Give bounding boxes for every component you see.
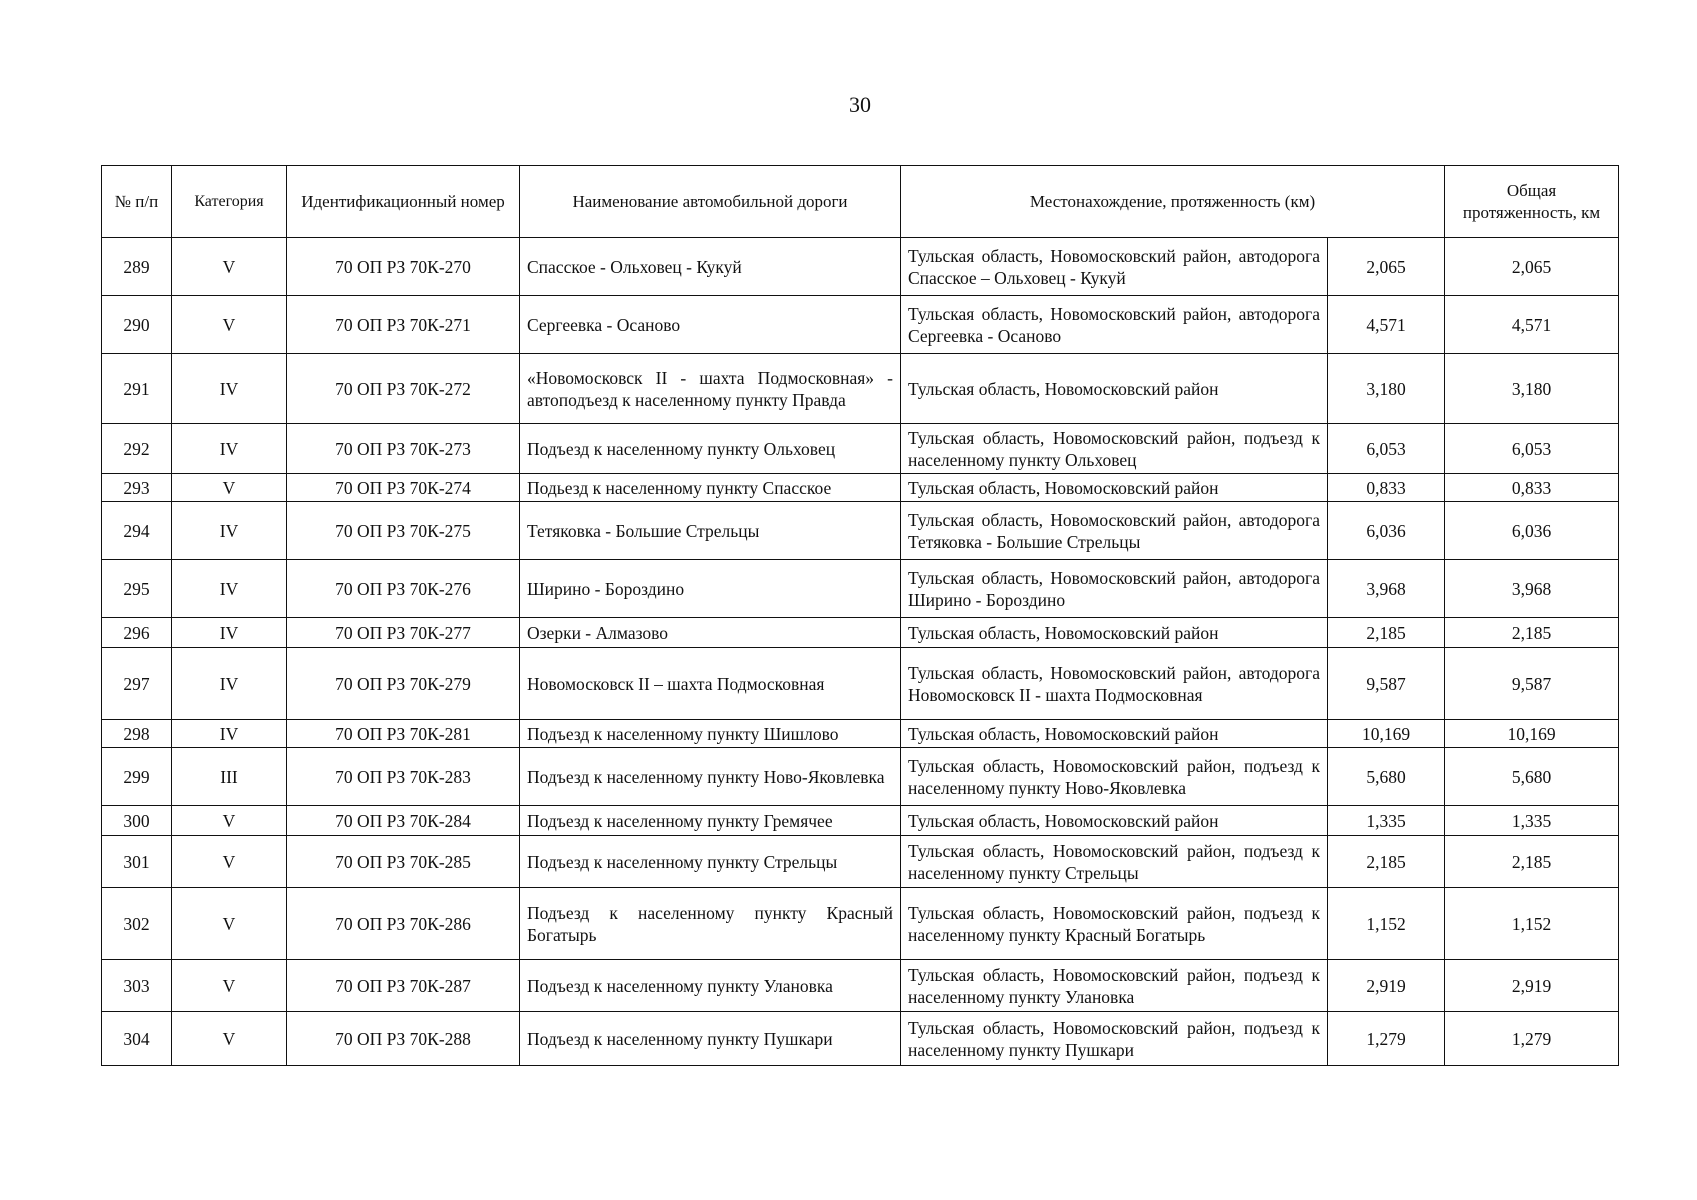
row-category: V: [172, 888, 287, 960]
row-location: Тульская область, Новомосковский район, подъезд к населенному пункту Стрельцы: [901, 836, 1328, 888]
row-id: 70 ОП РЗ 70К-285: [287, 836, 520, 888]
row-category: V: [172, 836, 287, 888]
row-number: 294: [102, 502, 172, 560]
row-road-name: Озерки - Алмазово: [520, 618, 901, 648]
header-id: Идентификационный номер: [287, 166, 520, 238]
row-location: Тульская область, Новомосковский район, автодорога Новомосковск II - шахта Подмосковная: [901, 648, 1328, 720]
row-road-name: Новомосковск II – шахта Подмосковная: [520, 648, 901, 720]
table-row: [102, 296, 1619, 354]
table-row: [102, 836, 1619, 888]
row-category: IV: [172, 720, 287, 748]
header-num: № п/п: [102, 166, 172, 238]
row-road-name: Подьезд к населенному пункту Спасское: [520, 474, 901, 502]
row-location: Тульская область, Новомосковский район, подъезд к населенному пункту Пушкари: [901, 1012, 1328, 1066]
row-road-name: Подъезд к населенному пункту Гремячее: [520, 806, 901, 836]
row-length: 5,680: [1328, 748, 1445, 806]
row-total-length: 10,169: [1445, 720, 1619, 748]
row-total-length: 9,587: [1445, 648, 1619, 720]
row-location: Тульская область, Новомосковский район, автодорога Сергеевка - Осаново: [901, 296, 1328, 354]
row-location: Тульская область, Новомосковский район: [901, 618, 1328, 648]
row-location: Тульская область, Новомосковский район, автодорога Ширино - Бороздино: [901, 560, 1328, 618]
row-id: 70 ОП РЗ 70К-279: [287, 648, 520, 720]
table-row: [102, 720, 1619, 748]
row-id: 70 ОП РЗ 70К-287: [287, 960, 520, 1012]
row-total-length: 2,919: [1445, 960, 1619, 1012]
row-road-name: Подъезд к населенному пункту Ново-Яковлевка: [520, 748, 901, 806]
header-location: Местонахождение, протяженность (км): [901, 166, 1445, 238]
row-id: 70 ОП РЗ 70К-283: [287, 748, 520, 806]
table-row: [102, 354, 1619, 424]
row-id: 70 ОП РЗ 70К-271: [287, 296, 520, 354]
row-location: Тульская область, Новомосковский район, подъезд к населенному пункту Красный Богатырь: [901, 888, 1328, 960]
row-total-length: 3,180: [1445, 354, 1619, 424]
row-number: 298: [102, 720, 172, 748]
row-number: 289: [102, 238, 172, 296]
table-row: [102, 424, 1619, 474]
row-category: IV: [172, 502, 287, 560]
header-name: Наименование автомобильной дороги: [520, 166, 901, 238]
row-road-name: Подъезд к населенному пункту Стрельцы: [520, 836, 901, 888]
row-number: 296: [102, 618, 172, 648]
roads-table: [101, 165, 1619, 1066]
row-road-name: Ширино - Бороздино: [520, 560, 901, 618]
row-id: 70 ОП РЗ 70К-272: [287, 354, 520, 424]
row-category: IV: [172, 560, 287, 618]
row-category: V: [172, 474, 287, 502]
row-number: 301: [102, 836, 172, 888]
row-total-length: 0,833: [1445, 474, 1619, 502]
row-number: 292: [102, 424, 172, 474]
header-total: Общая протяженность, км: [1445, 166, 1619, 238]
header-category: Категория: [172, 166, 287, 238]
row-number: 300: [102, 806, 172, 836]
table-row: [102, 960, 1619, 1012]
row-number: 299: [102, 748, 172, 806]
page-number: 30: [849, 92, 871, 117]
row-id: 70 ОП РЗ 70К-273: [287, 424, 520, 474]
table-row: [102, 748, 1619, 806]
row-total-length: 3,968: [1445, 560, 1619, 618]
row-road-name: Подъезд к населенному пункту Ольховец: [520, 424, 901, 474]
row-total-length: 2,185: [1445, 836, 1619, 888]
row-location: Тульская область, Новомосковский район: [901, 474, 1328, 502]
row-road-name: Подъезд к населенному пункту Красный Богатырь: [520, 888, 901, 960]
header-row: [102, 166, 1619, 238]
row-length: 2,065: [1328, 238, 1445, 296]
row-category: V: [172, 1012, 287, 1066]
row-category: III: [172, 748, 287, 806]
row-total-length: 1,152: [1445, 888, 1619, 960]
row-road-name: «Новомосковск II - шахта Подмосковная» - автоподъезд к населенному пункту Правда: [520, 354, 901, 424]
row-total-length: 2,065: [1445, 238, 1619, 296]
row-category: IV: [172, 424, 287, 474]
row-id: 70 ОП РЗ 70К-284: [287, 806, 520, 836]
row-category: V: [172, 238, 287, 296]
row-id: 70 ОП РЗ 70К-281: [287, 720, 520, 748]
row-length: 2,919: [1328, 960, 1445, 1012]
row-number: 290: [102, 296, 172, 354]
row-road-name: Подъезд к населенному пункту Пушкари: [520, 1012, 901, 1066]
row-location: Тульская область, Новомосковский район: [901, 720, 1328, 748]
table-body: [102, 238, 1619, 1066]
row-total-length: 6,053: [1445, 424, 1619, 474]
row-id: 70 ОП РЗ 70К-274: [287, 474, 520, 502]
row-category: IV: [172, 618, 287, 648]
table-row: [102, 648, 1619, 720]
row-length: 0,833: [1328, 474, 1445, 502]
row-total-length: 5,680: [1445, 748, 1619, 806]
row-road-name: Тетяковка - Большие Стрельцы: [520, 502, 901, 560]
row-total-length: 6,036: [1445, 502, 1619, 560]
row-category: V: [172, 296, 287, 354]
table-row: [102, 238, 1619, 296]
row-length: 1,279: [1328, 1012, 1445, 1066]
row-road-name: Подъезд к населенному пункту Улановка: [520, 960, 901, 1012]
row-location: Тульская область, Новомосковский район, автодорога Тетяковка - Большие Стрельцы: [901, 502, 1328, 560]
row-id: 70 ОП РЗ 70К-288: [287, 1012, 520, 1066]
row-number: 297: [102, 648, 172, 720]
row-length: 4,571: [1328, 296, 1445, 354]
row-number: 295: [102, 560, 172, 618]
row-number: 291: [102, 354, 172, 424]
row-location: Тульская область, Новомосковский район: [901, 806, 1328, 836]
row-location: Тульская область, Новомосковский район, подъезд к населенному пункту Ольховец: [901, 424, 1328, 474]
table-row: [102, 502, 1619, 560]
row-total-length: 2,185: [1445, 618, 1619, 648]
row-location: Тульская область, Новомосковский район, автодорога Спасское – Ольховец - Кукуй: [901, 238, 1328, 296]
table-row: [102, 806, 1619, 836]
row-number: 293: [102, 474, 172, 502]
row-length: 6,053: [1328, 424, 1445, 474]
row-number: 303: [102, 960, 172, 1012]
row-total-length: 4,571: [1445, 296, 1619, 354]
row-length: 10,169: [1328, 720, 1445, 748]
row-length: 6,036: [1328, 502, 1445, 560]
row-length: 1,335: [1328, 806, 1445, 836]
table-row: [102, 888, 1619, 960]
row-id: 70 ОП РЗ 70К-277: [287, 618, 520, 648]
row-category: IV: [172, 648, 287, 720]
row-category: V: [172, 806, 287, 836]
row-category: V: [172, 960, 287, 1012]
row-number: 304: [102, 1012, 172, 1066]
row-length: 9,587: [1328, 648, 1445, 720]
row-total-length: 1,279: [1445, 1012, 1619, 1066]
row-category: IV: [172, 354, 287, 424]
row-length: 1,152: [1328, 888, 1445, 960]
row-length: 2,185: [1328, 618, 1445, 648]
row-length: 3,968: [1328, 560, 1445, 618]
row-road-name: Спасское - Ольховец - Кукуй: [520, 238, 901, 296]
row-road-name: Подъезд к населенному пункту Шишлово: [520, 720, 901, 748]
row-id: 70 ОП РЗ 70К-286: [287, 888, 520, 960]
table-row: [102, 618, 1619, 648]
row-location: Тульская область, Новомосковский район, подъезд к населенному пункту Улановка: [901, 960, 1328, 1012]
row-id: 70 ОП РЗ 70К-276: [287, 560, 520, 618]
row-length: 3,180: [1328, 354, 1445, 424]
row-road-name: Сергеевка - Осаново: [520, 296, 901, 354]
row-id: 70 ОП РЗ 70К-275: [287, 502, 520, 560]
table-row: [102, 474, 1619, 502]
table-row: [102, 1012, 1619, 1066]
table-row: [102, 560, 1619, 618]
row-total-length: 1,335: [1445, 806, 1619, 836]
row-location: Тульская область, Новомосковский район, подъезд к населенному пункту Ново-Яковлевка: [901, 748, 1328, 806]
row-number: 302: [102, 888, 172, 960]
row-id: 70 ОП РЗ 70К-270: [287, 238, 520, 296]
row-location: Тульская область, Новомосковский район: [901, 354, 1328, 424]
row-length: 2,185: [1328, 836, 1445, 888]
